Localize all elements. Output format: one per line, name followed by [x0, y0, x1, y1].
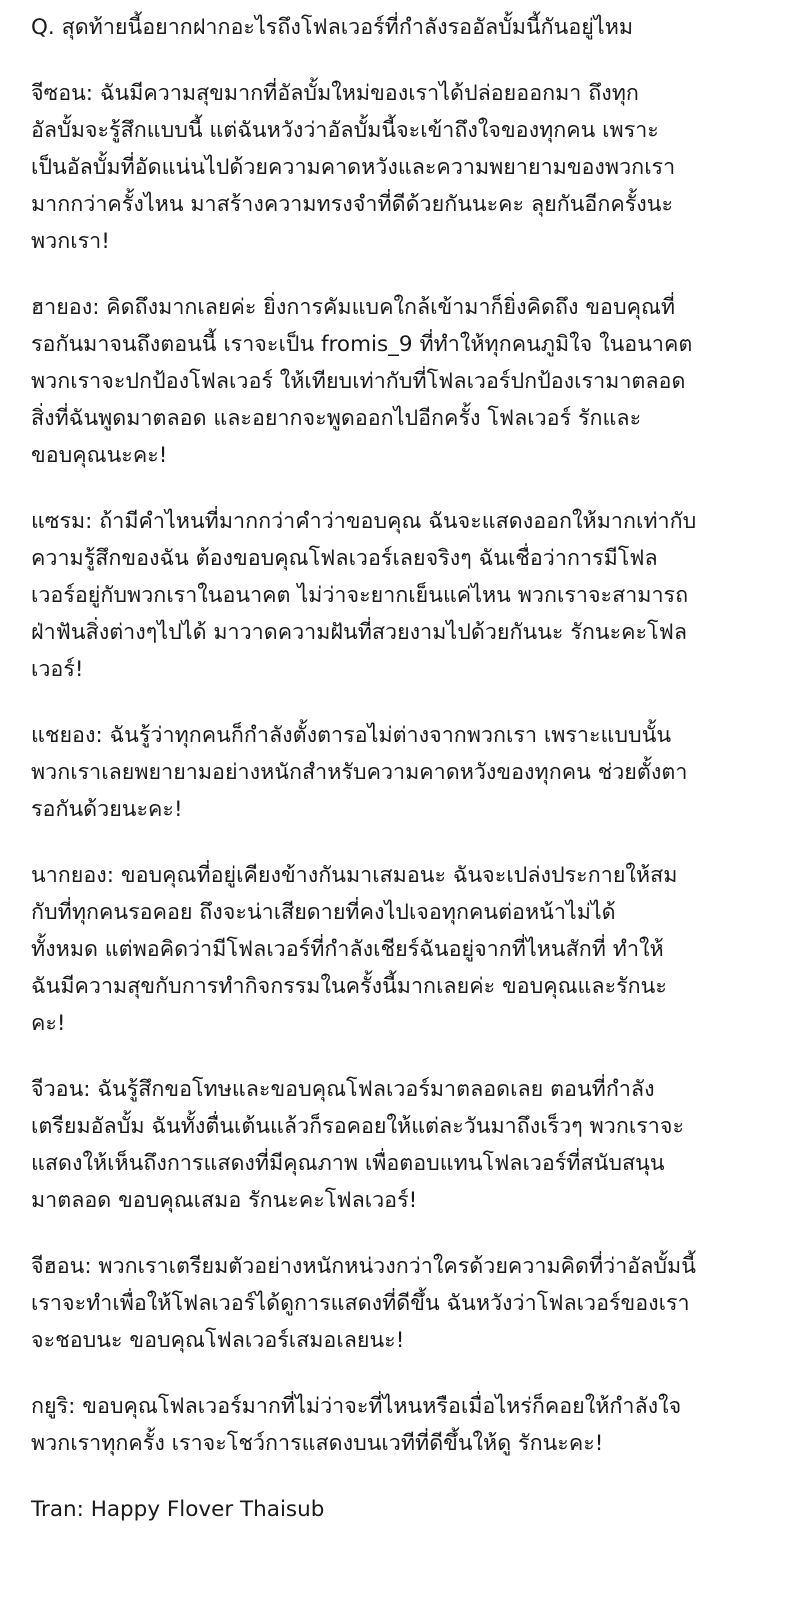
- answer-line: คะ!: [31, 1011, 66, 1036]
- answer-paragraph-jiheon: [31, 1248, 751, 1359]
- answer-line: มากกว่าครั้งไหน มาสร้างความทรงจำที่ดีด้วยกันนะคะ ลุยกันอีกครั้งนะ: [31, 192, 674, 217]
- answer-line: เวอร์อยู่กับพวกเราในอนาคต ไม่ว่าจะยากเย็นแค่ไหน พวกเราจะสามารถ: [31, 583, 689, 608]
- answer-line: สิ่งที่ฉันพูดมาตลอด และอยากจะพูดออกไปอีกครั้ง โฟลเวอร์ รักและ: [31, 406, 642, 431]
- answer-line: พวกเรา!: [31, 229, 110, 254]
- answer-paragraph-gyuri: [31, 1388, 751, 1462]
- answer-line: เวอร์!: [31, 657, 84, 682]
- answer-line: เราจะทำเพื่อให้โฟลเวอร์ได้ดูการแสดงที่ดีขึ้น ฉันหวังว่าโฟลเวอร์ของเรา: [31, 1291, 690, 1316]
- answer-line: ฝ่าฟันสิ่งต่างๆไปได้ มาวาดความฝันที่สวยงามไปด้วยกันนะ รักนะคะโฟล: [31, 620, 687, 645]
- answer-line: จะชอบนะ ขอบคุณโฟลเวอร์เสมอเลยนะ!: [31, 1328, 405, 1353]
- answer-line: ความรู้สึกของฉัน ต้องขอบคุณโฟลเวอร์เลยจริงๆ ฉันเชื่อว่าการมีโฟล: [31, 546, 658, 571]
- answer-line: พวกเราจะปกป้องโฟลเวอร์ ให้เทียบเท่ากับที่โฟลเวอร์ปกป้องเรามาตลอด: [31, 369, 686, 394]
- answer-paragraph-nagyung: [31, 857, 751, 1042]
- answer-line: แสดงให้เห็นถึงการแสดงที่มีคุณภาพ เพื่อตอบแทนโฟลเวอร์ที่สนับสนุน: [31, 1151, 665, 1176]
- credit-paragraph: [31, 1491, 751, 1528]
- answer-paragraph-saerom: [31, 503, 751, 688]
- credit-line: Tran: Happy Flover Thaisub: [31, 1497, 325, 1522]
- answer-line: ขอบคุณนะคะ!: [31, 443, 168, 468]
- document-body: [31, 9, 751, 1557]
- answer-line: แซรม: ถ้ามีคำไหนที่มากกว่าคำว่าขอบคุณ ฉันจะแสดงออกให้มากเท่ากับ: [31, 509, 697, 534]
- answer-line: กับที่ทุกคนรอคอย ถึงจะน่าเสียดายที่คงไปเจอทุกคนต่อหน้าไม่ได้: [31, 900, 616, 925]
- answer-line: ฉันมีความสุขกับการทำกิจกรรมในครั้งนี้มากเลยค่ะ ขอบคุณและรักนะ: [31, 974, 667, 999]
- answer-line: รอกันด้วยนะคะ!: [31, 797, 183, 822]
- answer-line: ฮายอง: คิดถึงมากเลยค่ะ ยิ่งการคัมแบคใกล้เข้ามาก็ยิ่งคิดถึง ขอบคุณที่: [31, 295, 676, 320]
- answer-line: อัลบั้มจะรู้สึกแบบนี้ แต่ฉันหวังว่าอัลบั้มนี้จะเข้าถึงใจของทุกคน เพราะ: [31, 118, 659, 143]
- answer-paragraph-hayoung: [31, 289, 751, 474]
- answer-line: ทั้งหมด แต่พอคิดว่ามีโฟลเวอร์ที่กำลังเชียร์ฉันอยู่จากที่ไหนสักที่ ทำให้: [31, 937, 664, 962]
- answer-line: เป็นอัลบั้มที่อัดแน่นไปด้วยความคาดหวังและความพยายามของพวกเรา: [31, 155, 676, 180]
- answer-line: มาตลอด ขอบคุณเสมอ รักนะคะโฟลเวอร์!: [31, 1188, 418, 1213]
- answer-line: พวกเราทุกครั้ง เราจะโชว์การแสดงบนเวทีที่ดีขึ้นให้ดู รักนะคะ!: [31, 1431, 604, 1456]
- question-line: Q. สุดท้ายนี้อยากฝากอะไรถึงโฟลเวอร์ที่กำลังรออัลบั้มนี้กันอยู่ไหม: [31, 15, 634, 40]
- answer-line: รอกันมาจนถึงตอนนี้ เราจะเป็น fromis_9 ที่ทำให้ทุกคนภูมิใจ ในอนาคต: [31, 332, 693, 357]
- answer-line: จีซอน: ฉันมีความสุขมากที่อัลบั้มใหม่ของเราได้ปล่อยออกมา ถึงทุก: [31, 81, 639, 106]
- answer-paragraph-chaeyoung: [31, 717, 751, 828]
- answer-line: เตรียมอัลบั้ม ฉันทั้งตื่นเต้นแล้วก็รอคอยให้แต่ละวันมาถึงเร็วๆ พวกเราจะ: [31, 1114, 684, 1139]
- answer-line: จีฮอน: พวกเราเตรียมตัวอย่างหนักหน่วงกว่าใครด้วยความคิดที่ว่าอัลบั้มนี้: [31, 1254, 696, 1279]
- answer-line: จีวอน: ฉันรู้สึกขอโทษและขอบคุณโฟลเวอร์มาตลอดเลย ตอนที่กำลัง: [31, 1077, 655, 1102]
- answer-line: พวกเราเลยพยายามอย่างหนักสำหรับความคาดหวังของทุกคน ช่วยตั้งตา: [31, 760, 688, 785]
- answer-paragraph-jiwon: [31, 1071, 751, 1219]
- answer-line: กยูริ: ขอบคุณโฟลเวอร์มากที่ไม่ว่าจะที่ไหนหรือเมื่อไหร่ก็คอยให้กำลังใจ: [31, 1394, 682, 1419]
- answer-line: นากยอง: ขอบคุณที่อยู่เคียงข้างกันมาเสมอนะ ฉันจะเปล่งประกายให้สม: [31, 863, 678, 888]
- question-paragraph: [31, 9, 751, 46]
- answer-paragraph-jisun: [31, 75, 751, 260]
- answer-line: แชยอง: ฉันรู้ว่าทุกคนก็กำลังตั้งตารอไม่ต่างจากพวกเรา เพราะแบบนั้น: [31, 723, 672, 748]
